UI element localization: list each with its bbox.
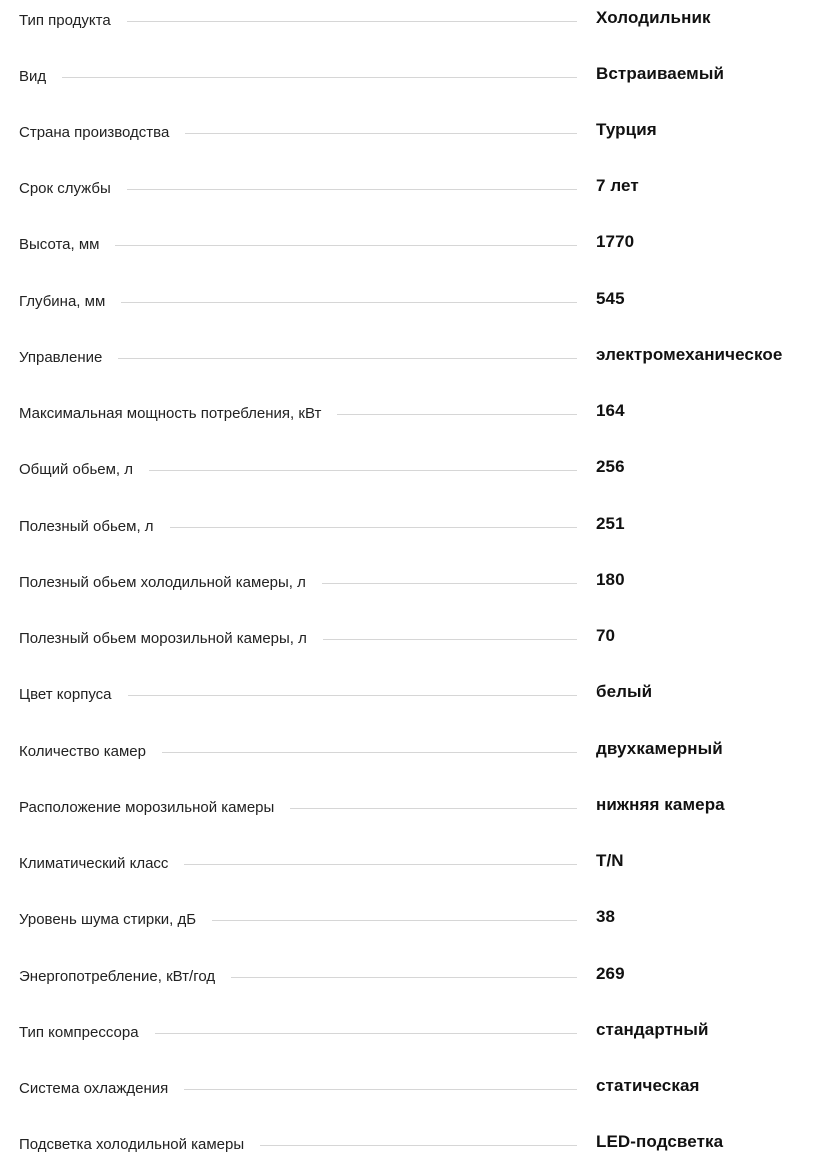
spec-value: 251 [596, 514, 625, 533]
spec-label: Максимальная мощность потребления, кВт [19, 400, 337, 428]
spec-value: LED-подсветка [596, 1132, 724, 1151]
spec-label: Климатический класс [19, 850, 184, 878]
spec-row-fridge-lighting [0, 1131, 821, 1159]
spec-label: Подсветка холодильной камеры [19, 1131, 260, 1159]
spec-value: Холодильник [596, 8, 711, 27]
spec-label: Полезный обьем холодильной камеры, л [19, 569, 322, 597]
spec-row-chamber-count [0, 738, 821, 766]
spec-label: Тип компрессора [19, 1019, 155, 1047]
spec-value: 7 лет [596, 176, 639, 195]
spec-label: Количество камер [19, 738, 162, 766]
spec-row-product-type [0, 7, 821, 35]
spec-row-body-color [0, 681, 821, 709]
spec-row-cooling-system [0, 1075, 821, 1103]
spec-value: 545 [596, 289, 625, 308]
spec-value: 269 [596, 964, 625, 983]
spec-label: Система охлаждения [19, 1075, 184, 1103]
spec-value: 70 [596, 626, 616, 645]
spec-label: Общий обьем, л [19, 456, 149, 484]
spec-label: Управление [19, 344, 118, 372]
spec-value: 256 [596, 457, 625, 476]
spec-row-fridge-volume [0, 569, 821, 597]
spec-value: 38 [596, 907, 616, 926]
spec-label: Цвет корпуса [19, 681, 128, 709]
spec-value: 180 [596, 570, 625, 589]
spec-row-depth [0, 288, 821, 316]
spec-label: Страна производства [19, 119, 185, 147]
spec-value: Турция [596, 120, 657, 139]
spec-row-climate-class [0, 850, 821, 878]
spec-label: Расположение морозильной камеры [19, 794, 290, 822]
spec-row-energy-consumption [0, 963, 821, 991]
spec-label: Полезный обьем, л [19, 513, 170, 541]
spec-label: Энергопотребление, кВт/год [19, 963, 231, 991]
spec-label: Полезный обьем морозильной камеры, л [19, 625, 323, 653]
spec-value: двухкамерный [596, 739, 723, 758]
spec-row-height [0, 231, 821, 259]
spec-row-service-life [0, 175, 821, 203]
spec-label: Тип продукта [19, 7, 127, 35]
spec-row-freezer-position [0, 794, 821, 822]
spec-row-kind [0, 63, 821, 91]
spec-value: статическая [596, 1076, 700, 1095]
spec-label: Глубина, мм [19, 288, 121, 316]
spec-row-total-volume [0, 456, 821, 484]
spec-label: Высота, мм [19, 231, 115, 259]
spec-row-usable-volume [0, 513, 821, 541]
spec-row-control [0, 344, 821, 372]
spec-label: Вид [19, 63, 62, 91]
spec-value: белый [596, 682, 653, 701]
spec-value: Встраиваемый [596, 64, 725, 83]
spec-value: нижняя камера [596, 795, 725, 814]
spec-row-freezer-volume [0, 625, 821, 653]
spec-value: стандартный [596, 1020, 709, 1039]
spec-value: 1770 [596, 232, 635, 251]
spec-label: Срок службы [19, 175, 127, 203]
spec-label: Уровень шума стирки, дБ [19, 906, 212, 934]
leader-line [19, 77, 577, 78]
spec-row-country [0, 119, 821, 147]
spec-value: 164 [596, 401, 625, 420]
spec-row-noise-level [0, 906, 821, 934]
spec-value: T/N [596, 851, 624, 870]
spec-value: электромеханическое [596, 345, 783, 364]
spec-row-compressor-type [0, 1019, 821, 1047]
spec-row-max-power [0, 400, 821, 428]
